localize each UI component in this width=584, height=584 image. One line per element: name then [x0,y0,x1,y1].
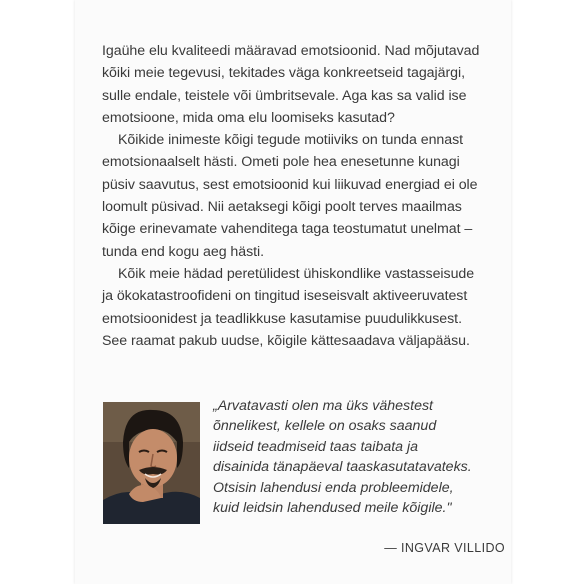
author-portrait-icon [103,402,200,524]
quote-line: iidseid teadmiseid taas taibata ja [213,438,419,455]
text-line: emotsionaalselt hästi. Ometi pole hea enesetunne kunagi [102,154,460,171]
text-line: Kõikide inimeste kõigi tegude motiiviks on tunda ennast [118,132,464,149]
text-line: sulle endale, teistele või ümbritsevale. Aga kas sa valid ise [102,87,467,104]
paragraph-2 [102,129,502,263]
quote-attribution: — INGVAR VILLIDO [384,541,505,555]
author-quote [213,396,513,518]
text-line: loomult püsivad. Nii aetaksegi kõigi poolt terves maailmas [102,199,462,216]
quote-line: Otsisin lahendusi enda probleemidele, [213,479,454,496]
quote-line: „Arvatavasti olen ma üks vähestest [213,398,434,414]
author-photo [103,402,200,524]
text-line: See raamat pakub uudse, kõigile kättesaadava väljapääsu. [102,332,470,349]
quote-line: disainida tänapäeval taaskasutatavateks. [213,459,472,476]
text-line: kõige erinevamate vahenditega taga teostumatut unelmat – [102,221,473,238]
text-line: emotsioone, mida oma elu loomiseks kasutad? [102,109,395,126]
text-line: Kõik meie hädad peretülidest ühiskondlike vastasseisude [118,265,475,282]
text-line: tunda end kogu aeg hästi. [102,243,265,260]
text-line: kõiki meie tegevusi, tekitades väga konkreetseid tagajärgi, [102,65,465,82]
text-line: ja ökokatastroofideni on tingitud iseseisvalt aktiveeruvatest [102,288,468,305]
text-line: püsiv saavutus, sest emotsioonid kui liikuvad energiad ei ole [102,176,478,193]
text-line: emotsioonidest ja teadlikkuse kasutamise puudulikkusest. [102,310,462,327]
blurb-text [102,40,502,352]
book-back-cover [75,0,511,584]
quote-line: õnnelikest, kellele on osaks saanud [213,418,437,435]
paragraph-1 [102,40,502,129]
paragraph-3 [102,263,502,352]
quote-line: kuid leidsin lahendused meile kõigile." [213,500,452,517]
text-line: Igaühe elu kvaliteedi määravad emotsioonid. Nad mõjutavad [102,43,480,59]
